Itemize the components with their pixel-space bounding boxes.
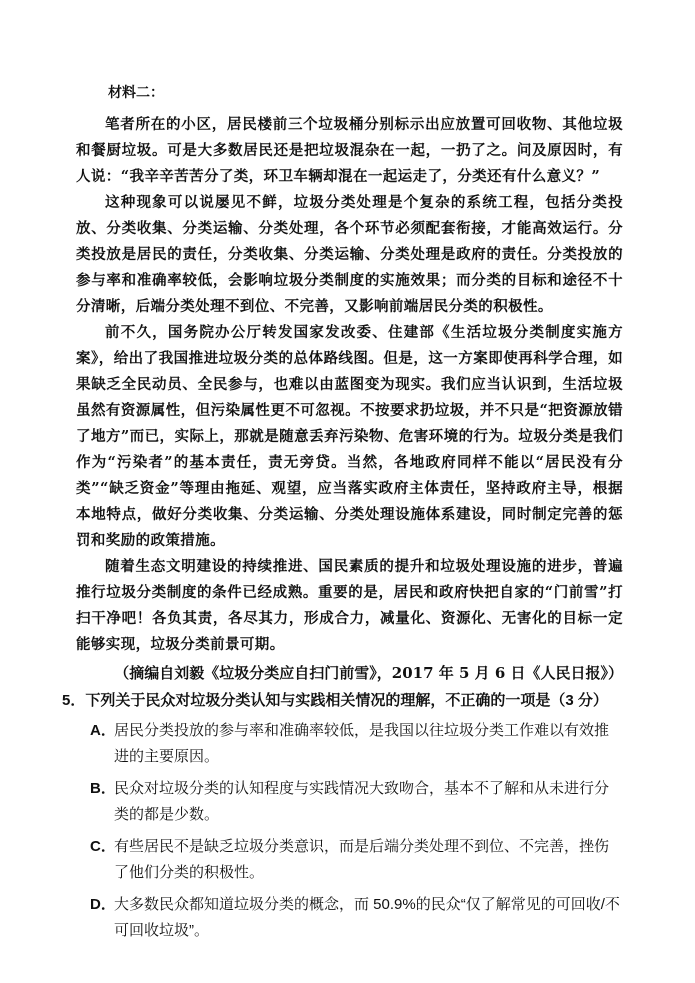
option-letter: B． [90,780,116,797]
material-paragraph-3: 前不久，国务院办公厅转发国家发改委、住建部《生活垃圾分类制度实施方案》，给出了我国推进垃圾分类的总体路线图。但是，这一方案即使再科学合理，如果缺乏全民动员、全民参与，也难以由蓝图变为现实。我们应当认识到，生活垃圾虽然有资源属性，但污染属性更不可忽视。不按要求扔垃圾，并不只是“把资源放错了地方”而已，实际上，那就是随意丢弃污染物、危害环境的行为。垃圾分类是我们作为“污染者”的基本责任，责无旁贷。当然，各地政府同样不能以“居民没有分类”“缺乏资金”等理由拖延、观望，应当落实政府主体责任，坚持政府主导，根据本地特点，做好分类收集、分类运输、分类处理设施体系建设，同时制定完善的惩罚和奖励的政策措施。 [76,324,623,549]
question-stem: 5．下列关于民众对垃圾分类认知与实践相关情况的理解，不正确的一项是（3 分） [62,692,608,709]
option-text: 有些居民不是缺乏垃圾分类意识，而是后端分类处理不到位、不完善，挫伤了他们分类的积极性。 [114,838,610,881]
option-letter: D． [90,896,116,913]
material-label: 材料二： [108,85,164,101]
option-d [90,892,623,944]
option-letter: A． [90,722,116,739]
option-text: 大多数民众都知道垃圾分类的概念，而 50.9%的民众“仅了解常见的可回收/不可回收垃圾”。 [114,896,620,939]
option-c [90,834,623,886]
material-source: （摘编自刘毅《垃圾分类应自扫门前雪》，2017 年 5 月 6 日《人民日报》） [114,664,623,682]
option-letter: C． [90,838,116,855]
material-paragraph-2: 这种现象可以说屡见不鲜，垃圾分类处理是个复杂的系统工程，包括分类投放、分类收集、分类运输、分类处理，各个环节必须配套衔接，才能高效运行。分类投放是居民的责任，分类收集、分类运输、分类处理是政府的责任。分类投放的参与率和准确率较低，会影响垃圾分类制度的实施效果；而分类的目标和途径不十分清晰，后端分类处理不到位、不完善，又影响前端居民分类的积极性。 [76,194,623,315]
material-paragraph-4: 随着生态文明建设的持续推进、国民素质的提升和垃圾处理设施的进步，普遍推行垃圾分类制度的条件已经成熟。重要的是，居民和政府快把自家的“门前雪”打扫干净吧！各负其责，各尽其力，形成合力，减量化、资源化、无害化的目标一定能够实现，垃圾分类前景可期。 [76,558,623,653]
material-paragraph-1: 笔者所在的小区，居民楼前三个垃圾桶分别标示出应放置可回收物、其他垃圾和餐厨垃圾。可是大多数居民还是把垃圾混杂在一起，一扔了之。问及原因时，有人说：“我辛辛苦苦分了类，环卫车辆却混在一起运走了，分类还有什么意义？” [76,116,623,185]
option-text: 居民分类投放的参与率和准确率较低，是我国以往垃圾分类工作难以有效推进的主要原因。 [114,722,610,765]
option-b [90,776,623,828]
option-text: 民众对垃圾分类的认知程度与实践情况大致吻合，基本不了解和从未进行分类的都是少数。 [114,780,610,823]
option-a [90,718,623,770]
